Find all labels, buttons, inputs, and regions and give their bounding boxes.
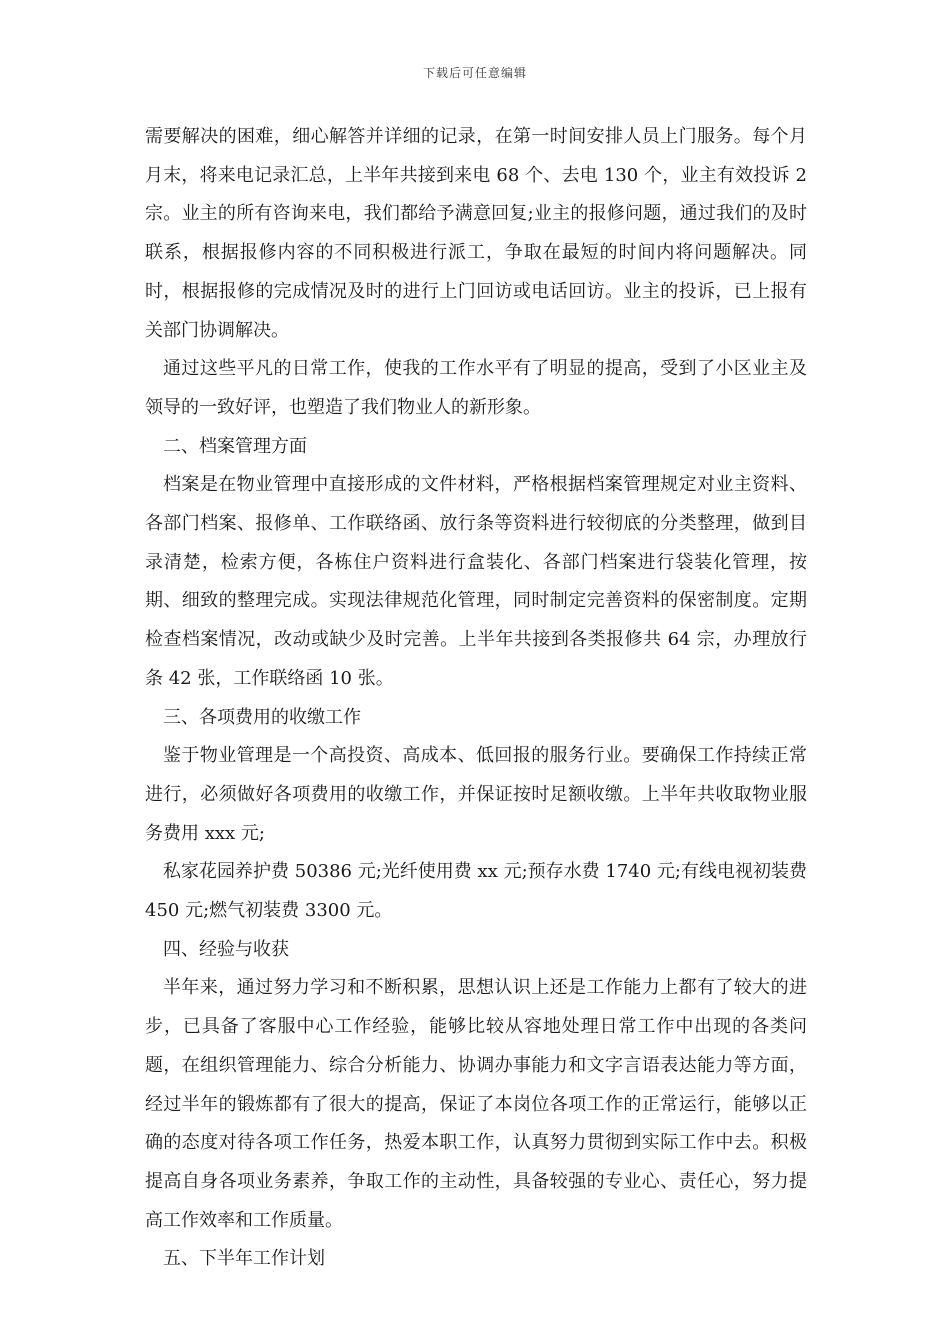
- paragraph-service-records: 需要解决的困难，细心解答并详细的记录，在第一时间安排人员上门服务。每个月月末，将来电记录汇总，上半年共接到来电 68 个、去电 130 个，业主有效投诉 2 宗。业主的所有咨询来电，我们都给予满意回复;业主的报修问题，通过我们的及时联系，根据报修内容的不同积极进行派工，争取在最短的时间内将问题解决。同时，根据报修的完成情况及时的进行上门回访或电话回访。业主的投诉，已上报有关部门协调解决。: [145, 126, 807, 341]
- paragraph-daily-work: 通过这些平凡的日常工作，使我的工作水平有了明显的提高，受到了小区业主及领导的一致好评，也塑造了我们物业人的新形象。: [145, 358, 807, 418]
- section-heading-fees: 三、各项费用的收缴工作: [163, 706, 361, 728]
- paragraph-fee-details: 私家花园养护费 50386 元;光纤使用费 xx 元;预存水费 1740 元;有线电视初装费 450 元;燃气初装费 3300 元。: [145, 861, 807, 922]
- section-heading-archives: 二、档案管理方面: [163, 435, 307, 457]
- document-body: [145, 118, 807, 1279]
- section-heading-plan: 五、下半年工作计划: [163, 1248, 325, 1270]
- paragraph-archives: 档案是在物业管理中直接形成的文件材料，严格根据档案管理规定对业主资料、各部门档案、报修单、工作联络函、放行条等资料进行较彻底的分类整理，做到目录清楚，检索方便，各栋住户资料进行盒装化、各部门档案进行袋装化管理，按期、细致的整理完成。实现法律规范化管理，同时制定完善资料的保密制度。定期检查档案情况，改动或缺少及时完善。上半年共接到各类报修共 64 宗，办理放行条 42 张，工作联络函 10 张。: [145, 474, 807, 689]
- paragraph-fees: 鉴于物业管理是一个高投资、高成本、低回报的服务行业。要确保工作持续正常进行，必须做好各项费用的收缴工作，并保证按时足额收缴。上半年共收取物业服务费用 xxx 元;: [145, 745, 807, 844]
- paragraph-experience: 半年来，通过努力学习和不断积累，思想认识上还是工作能力上都有了较大的进步，已具备了客服中心工作经验，能够比较从容地处理日常工作中出现的各类问题，在组织管理能力、综合分析能力、协调办事能力和文字言语表达能力等方面，经过半年的锻炼都有了很大的提高，保证了本岗位各项工作的正常运行，能够以正确的态度对待各项工作任务，热爱本职工作，认真努力贯彻到实际工作中去。积极提高自身各项业务素养，争取工作的主动性，具备较强的专业心、责任心，努力提高工作效率和工作质量。: [145, 977, 807, 1231]
- section-heading-experience: 四、经验与收获: [163, 938, 289, 960]
- page-header: 下载后可任意编辑: [422, 66, 527, 80]
